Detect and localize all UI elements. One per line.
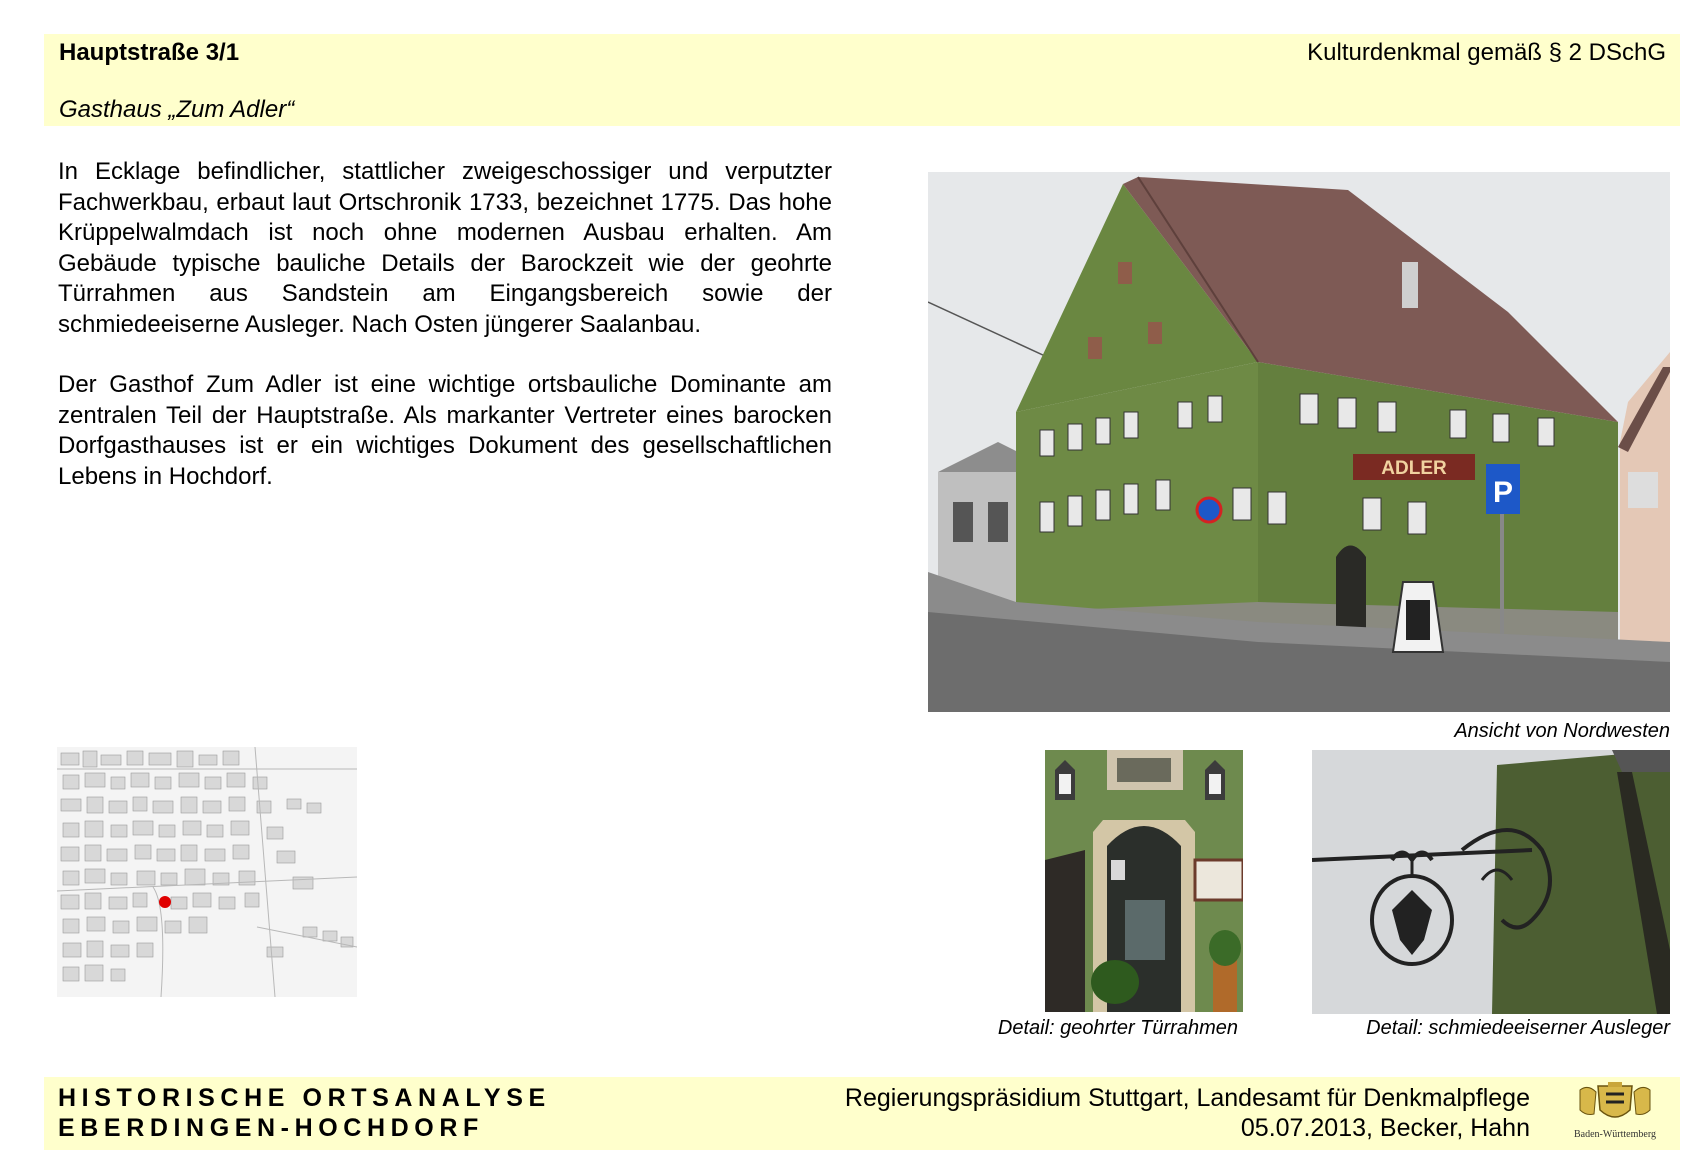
footer-project-line-2: EBERDINGEN-HOCHDORF: [58, 1114, 484, 1142]
description-paragraph-1: In Ecklage befindlicher, stattlicher zweigeschossiger und verputzter Fachwerkbau, erbaut laut Ortschronik 1733, bezeichnet 1775. Das hohe Krüppelwalmdach ist noch ohne modernen Ausbau erhalten. Am Gebäude typische bauliche Details der Barockzeit wie der geohrte Türrahmen aus Sandstein am Eingangsbereich sowie der schmiedeeiserne Ausleger. Nach Osten jüngerer Saalanbau.: [58, 158, 832, 338]
monument-status: Kulturdenkmal gemäß § 2 DSchG: [1307, 39, 1666, 66]
state-logo: [1550, 1080, 1680, 1146]
main-photo: [928, 172, 1670, 712]
bracket-sign-illustration: [1312, 750, 1670, 1014]
location-marker: [159, 896, 171, 908]
coat-of-arms-icon: [1550, 1080, 1680, 1130]
main-photo-caption: Ansicht von Nordwesten: [1454, 720, 1670, 742]
footer-authority: [845, 1083, 1530, 1143]
footer-project-line-1: HISTORISCHE ORTSANALYSE: [58, 1084, 551, 1112]
sign-detail-caption: Detail: schmiedeeiserner Ausleger: [1366, 1017, 1670, 1039]
footer-bar: [44, 1077, 1680, 1150]
state-logo-text: Baden-Württemberg: [1573, 1129, 1656, 1140]
description-paragraph-2: Der Gasthof Zum Adler ist eine wichtige ortsbauliche Dominante am zentralen Teil der Hauptstraße. Als markanter Vertreter eines barocken Dorfgasthauses ist er ein wichtiges Dokument des gesellschaftlichen Lebens in Hochdorf.: [58, 371, 832, 490]
door-detail-photo: [1045, 750, 1243, 1012]
door-detail-caption: Detail: geohrter Türrahmen: [997, 1017, 1238, 1039]
building-illustration: [928, 172, 1670, 712]
description: [58, 157, 832, 522]
map-illustration: [57, 747, 357, 997]
door-illustration: [1045, 750, 1243, 1012]
footer-authority-line-1: Regierungspräsidium Stuttgart, Landesamt für Denkmalpflege: [844, 1084, 1530, 1112]
page-title: Hauptstraße 3/1: [59, 39, 240, 66]
location-map: [57, 747, 357, 997]
footer-authority-line-2: 05.07.2013, Becker, Hahn: [1240, 1114, 1530, 1142]
header-bar: [44, 34, 1680, 126]
footer-project: [58, 1083, 551, 1143]
parking-sign: P: [1492, 476, 1514, 509]
gasthaus-sign: ADLER: [1381, 458, 1447, 479]
sign-detail-photo: [1312, 750, 1670, 1014]
page-subtitle: Gasthaus „Zum Adler“: [59, 96, 295, 123]
